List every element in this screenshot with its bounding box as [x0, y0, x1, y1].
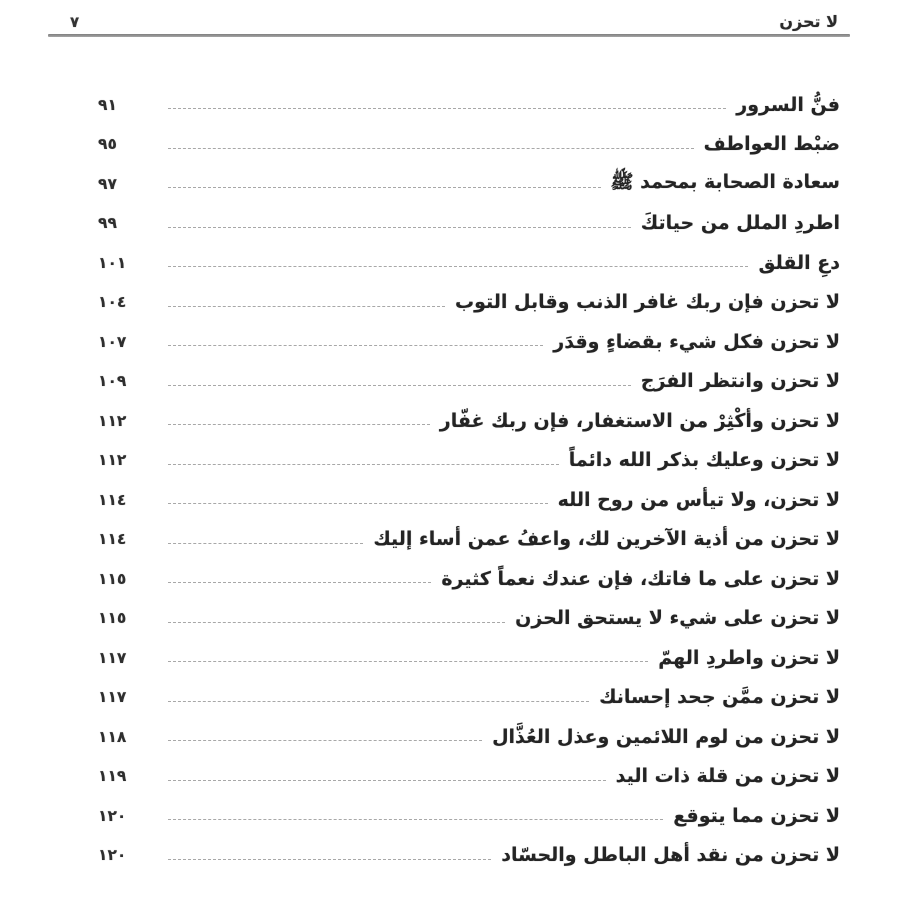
toc-entry-page-number: ١٠٤	[98, 293, 127, 312]
toc-entry-page-number: ١١٢	[98, 451, 127, 470]
toc-row	[98, 638, 840, 678]
toc-entry-title: لا تحزن ممَّن جحد إحسانك	[599, 686, 840, 709]
dotted-leader	[168, 266, 748, 267]
toc-entry-title: دعِ القلق	[758, 251, 840, 274]
dotted-leader	[168, 385, 631, 386]
dotted-leader	[168, 859, 491, 860]
toc-entry-title: لا تحزن على ما فاتك، فإن عندك نعماً كثيرة	[441, 567, 840, 590]
toc-row	[98, 796, 840, 836]
toc-row	[98, 836, 840, 876]
dotted-leader	[168, 306, 445, 307]
toc-entry-page-number: ١٠٩	[98, 372, 127, 391]
toc-row	[98, 164, 840, 204]
dotted-leader	[168, 819, 663, 820]
header-rule	[48, 34, 850, 37]
toc-row	[98, 441, 840, 481]
toc-entry-page-number: ١١٥	[98, 569, 127, 588]
toc-row	[98, 204, 840, 244]
toc-row	[98, 283, 840, 323]
toc-entry-page-number: ١١٢	[98, 411, 127, 430]
toc-entry-page-number: ١٠٧	[98, 332, 127, 351]
toc-row	[98, 125, 840, 165]
dotted-leader	[168, 543, 363, 544]
toc-entry-title: لا تحزن وأكْثِرْ من الاستغفار، فإن ربك غفّار	[439, 409, 840, 432]
toc-entry-page-number: ١١٤	[98, 490, 127, 509]
toc-entry-title: لا تحزن واطردِ الهمّ	[658, 646, 840, 669]
toc-row	[98, 322, 840, 362]
toc-entry-title: لا تحزن من لوم اللائمين وعذل العُذَّال	[492, 725, 840, 748]
dotted-leader	[168, 227, 631, 228]
dotted-leader	[168, 345, 543, 346]
toc-row	[98, 757, 840, 797]
dotted-leader	[168, 108, 726, 109]
toc-list	[48, 85, 850, 875]
toc-entry-title: لا تحزن من أذية الآخرين لك، واعفُ عمن أساء إليك	[373, 528, 840, 551]
toc-entry-title: لا تحزن على شيء لا يستحق الحزن	[515, 607, 840, 630]
toc-entry-title: لا تحزن وعليك بذكر الله دائماً	[568, 449, 840, 472]
toc-entry-title: لا تحزن من قلة ذات اليد	[615, 765, 840, 788]
dotted-leader	[168, 780, 606, 781]
toc-entry-page-number: ١٢٠	[98, 806, 127, 825]
toc-entry-title: اطردِ الملل من حياتكَ	[640, 212, 840, 235]
toc-entry-page-number: ١٠١	[98, 253, 127, 272]
toc-row	[98, 678, 840, 718]
toc-row	[98, 401, 840, 441]
book-title: لا تحزن	[779, 12, 838, 31]
toc-entry-page-number: ١١٧	[98, 688, 127, 707]
toc-entry-page-number: ٩٩	[98, 214, 117, 233]
toc-row	[98, 520, 840, 560]
toc-entry-page-number: ١١٧	[98, 648, 127, 667]
toc-row	[98, 243, 840, 283]
toc-entry-title: ضبْط العواطف	[703, 133, 840, 156]
toc-entry-title: لا تحزن فإن ربك غافر الذنب وقابل التوب	[454, 291, 840, 314]
toc-entry-page-number: ٩٧	[98, 174, 117, 193]
toc-row	[98, 599, 840, 639]
toc-entry-title: لا تحزن من نقد أهل الباطل والحسّاد	[501, 844, 840, 867]
toc-row	[98, 559, 840, 599]
toc-entry-page-number: ٩١	[98, 95, 117, 114]
toc-entry-page-number: ١١٤	[98, 530, 127, 549]
toc-entry-title: لا تحزن، ولا تيأس من روح الله	[557, 488, 840, 511]
toc-row	[98, 85, 840, 125]
header-page-number: ٧	[70, 13, 80, 31]
dotted-leader	[168, 582, 431, 583]
dotted-leader	[168, 740, 482, 741]
dotted-leader	[168, 503, 548, 504]
toc-entry-title: لا تحزن وانتظر الفرَج	[640, 370, 840, 393]
toc-entry-page-number: ١١٨	[98, 727, 127, 746]
dotted-leader	[168, 187, 601, 188]
dotted-leader	[168, 622, 505, 623]
page-header	[48, 12, 850, 34]
dotted-leader	[168, 701, 589, 702]
toc-row	[98, 717, 840, 757]
dotted-leader	[168, 661, 648, 662]
toc-row	[98, 480, 840, 520]
dotted-leader	[168, 424, 430, 425]
toc-entry-title: فنُّ السرور	[736, 93, 840, 116]
toc-entry-page-number: ١٢٠	[98, 846, 127, 865]
toc-entry-page-number: ١١٥	[98, 609, 127, 628]
toc-entry-page-number: ١١٩	[98, 767, 127, 786]
toc-row	[98, 362, 840, 402]
toc-entry-title: سعادة الصحابة بمحمد ﷺ	[610, 170, 840, 193]
dotted-leader	[168, 464, 559, 465]
toc-entry-title: لا تحزن فكل شيء بقضاءٍ وقدَر	[553, 330, 840, 353]
toc-entry-title: لا تحزن مما يتوقع	[673, 804, 840, 827]
toc-entry-page-number: ٩٥	[98, 135, 117, 154]
dotted-leader	[168, 148, 694, 149]
